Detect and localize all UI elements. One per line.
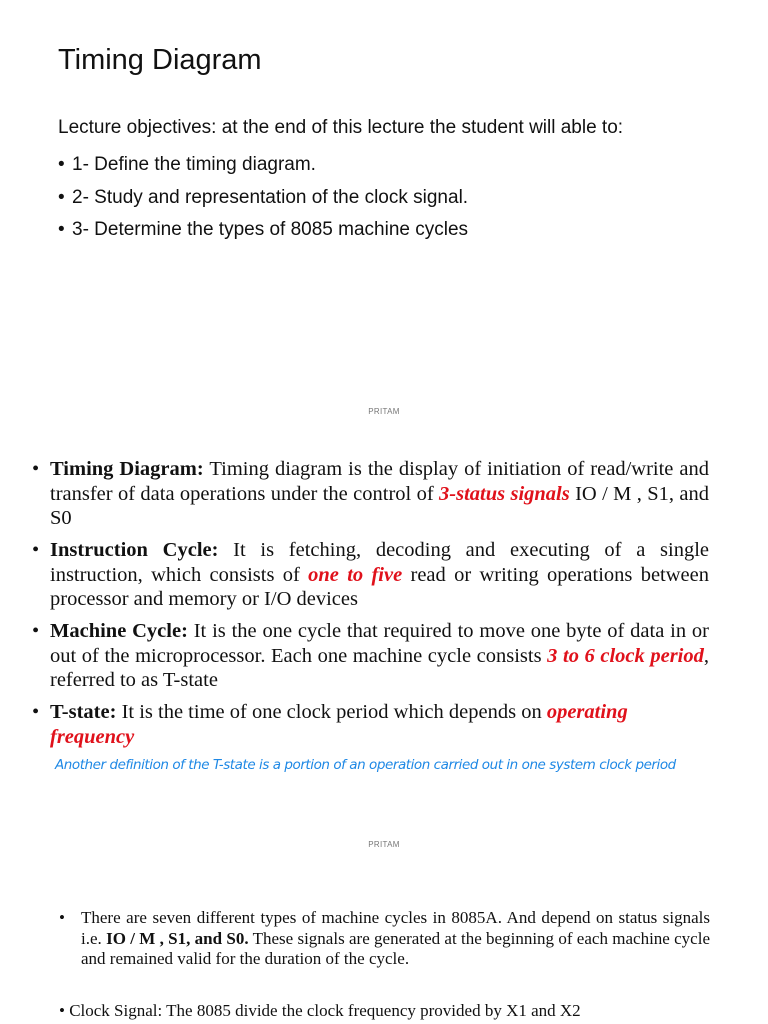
term: T-state: xyxy=(50,701,117,723)
slide-footer: PRITAM xyxy=(368,407,400,416)
slide-definitions xyxy=(0,440,768,860)
highlight: one to five xyxy=(308,563,403,586)
highlight: 3-status signals xyxy=(439,482,570,505)
slide-title: Timing Diagram xyxy=(58,44,262,76)
status-signals: IO / M , S1, and S0. xyxy=(106,928,249,948)
definition-t-state: • T-state: It is the time of one clock period which depends on operating frequency xyxy=(32,701,628,748)
term: Timing Diagram: xyxy=(50,458,204,480)
definition-timing-diagram: • Timing Diagram: Timing diagram is the display of initiation of read/write and transfer of data operations under the control of 3-status signals IO / M , S1, and S0 xyxy=(32,458,710,529)
objectives-list xyxy=(58,149,468,247)
slide-objectives xyxy=(0,0,768,440)
machine-cycles-paragraph: • There are seven different types of machine cycles in 8085A. And depend on status signals i.e. IO / M , S1, and S0. These signals are generated at the beginning of each machine cycle and remained valid for the duration of the cycle. xyxy=(59,908,710,968)
slide-footer: PRITAM xyxy=(368,840,400,849)
highlight: operating frequency xyxy=(50,701,628,748)
list-item: • 1- Define the timing diagram. xyxy=(58,154,316,175)
term: Instruction Cycle: xyxy=(50,539,219,561)
slide-machine-cycles xyxy=(0,860,768,1024)
definition-machine-cycle: • Machine Cycle: It is the one cycle that required to move one byte of data in or out of the microprocessor. Each one machine cycle consists 3 to 6 clock period, referred to as T-state xyxy=(32,620,709,691)
list-item: • 2- Study and representation of the clock signal. xyxy=(58,186,469,208)
highlight: 3 to 6 clock period xyxy=(547,644,704,667)
definitions-list xyxy=(32,457,709,757)
list-item: • 3- Determine the types of 8085 machine cycles xyxy=(58,219,469,240)
t-state-note: Another definition of the T-state is a portion of an operation carried out in one system clock period xyxy=(55,757,676,773)
term: Machine Cycle: xyxy=(50,620,188,642)
objectives-intro: Lecture objectives: at the end of this lecture the student will able to: xyxy=(58,117,624,138)
definition-instruction-cycle: • Instruction Cycle: It is fetching, decoding and executing of a single instruction, which consists of one to five read or writing operations between processor and memory or I/O devices xyxy=(32,539,710,610)
clock-signal-paragraph: • Clock Signal: The 8085 divide the clock frequency provided by X1 and X2 xyxy=(59,1001,581,1020)
